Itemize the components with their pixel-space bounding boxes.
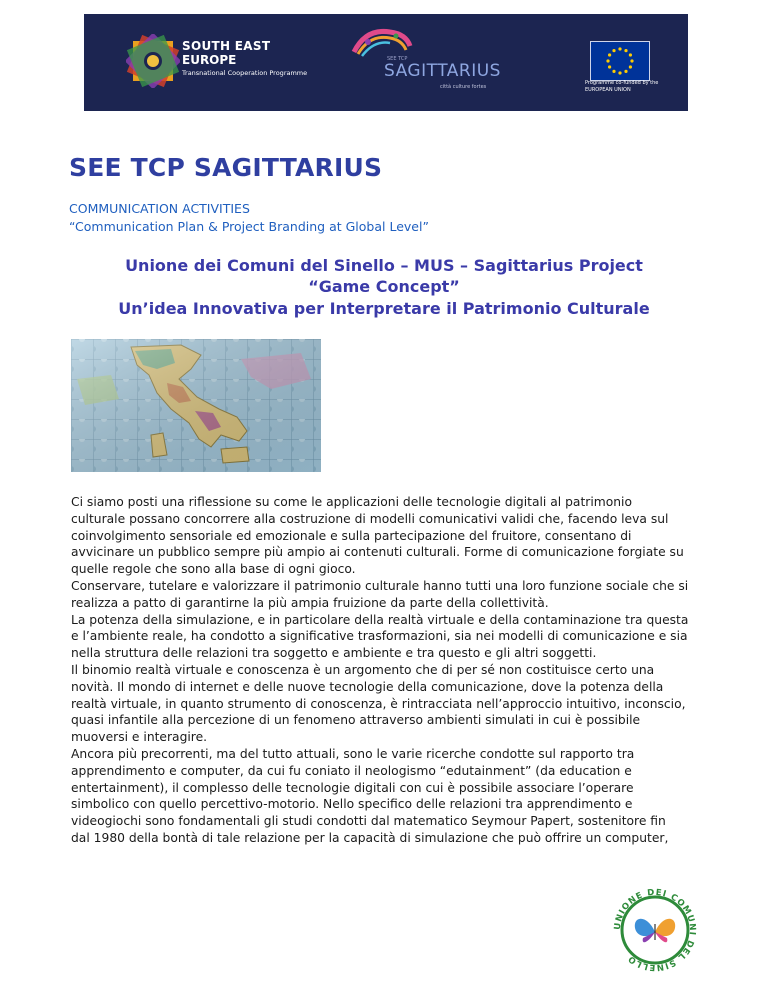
south-east-europe-logo-icon xyxy=(126,34,180,88)
body-text xyxy=(71,494,711,847)
body-line: culturale possano concorrere alla costruzione di modelli comunicativi validi che, facendo leva sul xyxy=(71,511,669,526)
eu-caption xyxy=(585,80,665,94)
sagittarius-small-label: SEE TCP xyxy=(387,56,408,62)
body-line: realtà virtuale, in quanto strumento di conoscenza, è rintracciata nell’approccio intuitivo, inconscio, xyxy=(71,696,686,711)
body-line: dal 1980 della bontà di tale relazione per la capacità di simulazione che può offrire un computer, xyxy=(71,830,669,845)
italy-puzzle-image xyxy=(71,339,321,472)
south-east-europe-text xyxy=(182,39,307,78)
body-line: apprendimento e computer, da cui fu coniato il neologismo “edutainment” (da education e xyxy=(71,763,632,778)
communication-plan-subtitle: “Communication Plan & Project Branding at Global Level” xyxy=(69,219,429,234)
see-line1: SOUTH EAST xyxy=(182,39,271,53)
body-line: La potenza della simulazione, e in particolare della realtà virtuale e della contaminazione tra questa xyxy=(71,612,689,627)
see-line2: EUROPE xyxy=(182,53,237,67)
body-line: avvicinare un pubblico sempre più ampio ai contenuti culturali. Forme di comunicazione forgiate su xyxy=(71,545,684,560)
see-line3: Transnational Cooperation Programme xyxy=(182,69,308,77)
body-line: coinvolgimento sensoriale ed emozionale e sulla partecipazione del fruitore, consentano di xyxy=(71,528,632,543)
union-logo-ring-text: UNIONE DEI COMUNI DEL SINELLO xyxy=(612,887,698,973)
body-line: Il binomio realtà virtuale e conoscenza è un argomento che di per sé non costituisce certo una xyxy=(71,662,655,677)
communication-activities-label: COMMUNICATION ACTIVITIES xyxy=(69,201,250,216)
heading-line3: Un’idea Innovativa per Interpretare il Patrimonio Culturale xyxy=(118,299,650,318)
heading-line2: “Game Concept” xyxy=(308,277,460,296)
body-line: realizza a patto di garantirne la più ampia fruizione da parte della collettività. xyxy=(71,595,549,610)
eu-caption-line2: EUROPEAN UNION xyxy=(585,87,631,93)
sagittarius-tagline: città culture fortes xyxy=(440,84,487,90)
sagittarius-name: SAGITTARIUS xyxy=(384,61,501,81)
body-line: entertainment), il complesso delle tecnologie digitali con cui è possibile associare l’operare xyxy=(71,780,634,795)
eu-flag-icon xyxy=(590,41,650,81)
body-line: nella struttura delle relazioni tra soggetto e ambiente e tra questo e gli altri soggetti. xyxy=(71,646,597,661)
eu-caption-line1: Programme co-funded by the xyxy=(585,80,659,86)
body-line: simbolico con quello percettivo-motorio. Nello specifico delle relazioni tra apprendimento e xyxy=(71,797,633,812)
page-title: SEE TCP SAGITTARIUS xyxy=(69,153,383,182)
body-line: e l’ambiente reale, ha condotto a significative trasformazioni, sia nei modelli di comunicazione e sia xyxy=(71,629,688,644)
body-line: Conservare, tutelare e valorizzare il patrimonio culturale hanno tutti una loro funzione sociale che si xyxy=(71,578,689,593)
heading-line1: Unione dei Comuni del Sinello – MUS – Sagittarius Project xyxy=(125,256,643,275)
body-line: Ci siamo posti una riflessione su come le applicazioni delle tecnologie digitali al patrimonio xyxy=(71,495,632,509)
body-line: quasi infantile alla percezione di un fenomeno attraverso ambienti simulati in cui è possibile xyxy=(71,713,641,728)
body-line: novità. Il mondo di internet e delle nuove tecnologie della comunicazione, dove la potenza della xyxy=(71,679,664,694)
body-line: quelle regole che sono alla base di ogni gioco. xyxy=(71,562,356,577)
body-line: Ancora più precorrenti, ma del tutto attuali, sono le varie ricerche condotte sul rapporto tra xyxy=(71,746,635,761)
unione-comuni-sinello-logo-icon xyxy=(600,880,710,980)
header-banner xyxy=(84,14,688,111)
body-line: videogiochi sono fondamentali gli studi condotti dal matematico Seymour Papert, sostenitore fin xyxy=(71,814,666,829)
body-line: muoversi e interagire. xyxy=(71,730,208,745)
